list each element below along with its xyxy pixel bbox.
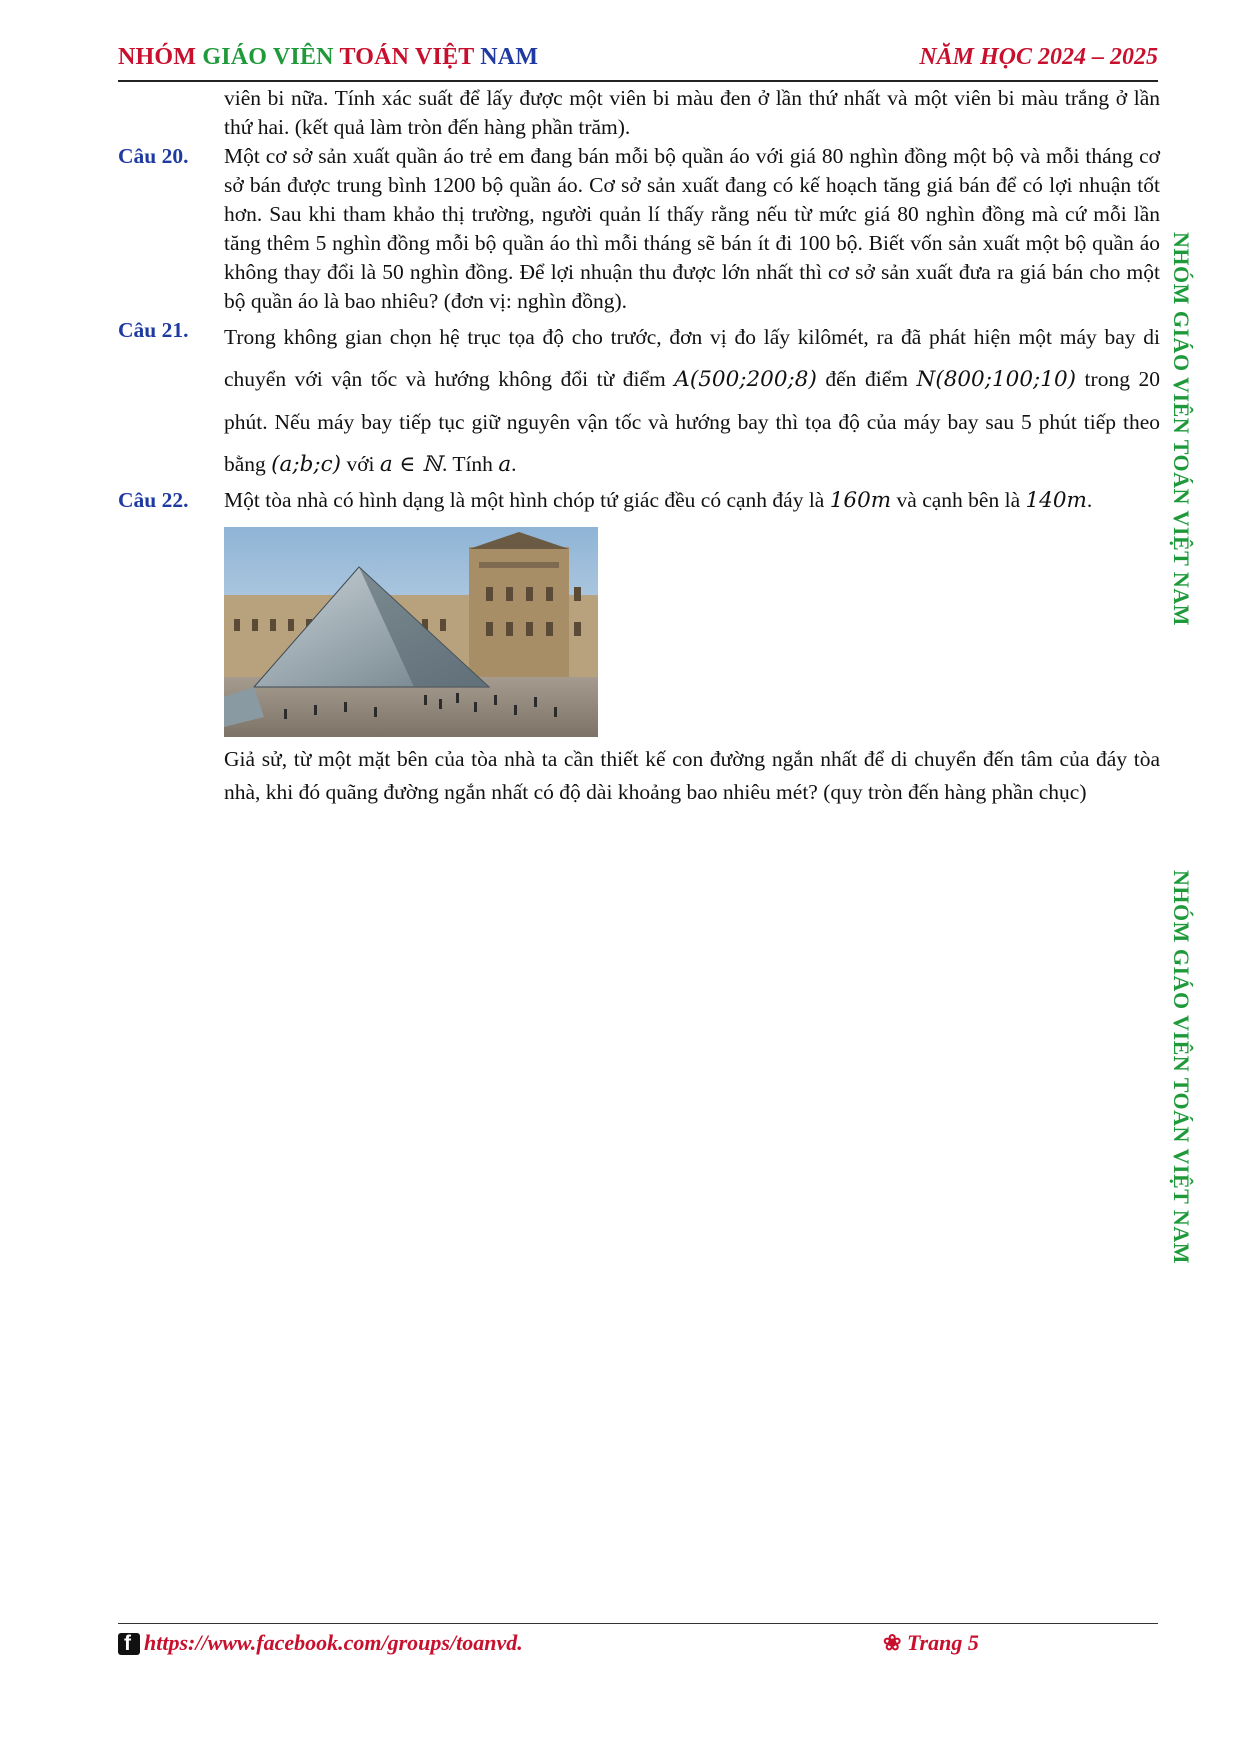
header-divider bbox=[118, 80, 1158, 82]
question-text: Một cơ sở sản xuất quần áo trẻ em đang bán mỗi bộ quần áo với giá 80 nghìn đồng một bộ và mỗi tháng cơ sở bán được trung bình 1200 bộ quần áo. Cơ sở sản xuất đang có kế hoạch tăng giá bán để có lợi nhuận tốt hơn. Sau khi tham khảo thị trường, người quản lí thấy rằng nếu từ mức giá 80 nghìn đồng mà cứ mỗi lần tăng thêm 5 nghìn đồng mỗi bộ quần áo thì mỗi tháng sẽ bán ít đi 100 bộ. Biết vốn sản xuất một bộ quần áo không thay đổi là 50 nghìn đồng. Để lợi nhuận thu được lớn nhất thì cơ sở sản xuất đưa ra giá bán cho một bộ quần áo là bao nhiêu? (đơn vị: nghìn đồng). bbox=[224, 144, 1160, 313]
question-22 bbox=[118, 486, 1160, 515]
question-text: trong 20 phút. Nếu máy bay tiếp tục giữ nguyên vận tốc và hướng bay thì tọa độ của máy bay sau 5 phút tiếp theo bằng bbox=[224, 367, 1160, 476]
math-triple: (a;b;c) bbox=[271, 452, 342, 477]
math-base-length: 160m bbox=[829, 488, 892, 513]
header-title bbox=[118, 44, 538, 71]
flower-icon: ❀ bbox=[883, 1630, 902, 1655]
question-20 bbox=[118, 142, 1160, 316]
question-22-continuation: Giả sử, từ một mặt bên của tòa nhà ta cần thiết kế con đường ngắn nhất để di chuyển đến tâm của đáy tòa nhà, khi đó quãng đường ngắn nhất có độ dài khoảng bao nhiêu mét? (quy tròn đến hàng phần chục) bbox=[224, 747, 1160, 804]
question-label: Câu 22. bbox=[118, 488, 189, 512]
question-text: . bbox=[511, 452, 517, 476]
louvre-pyramid-photo bbox=[224, 527, 598, 737]
page-number bbox=[883, 1630, 979, 1656]
page-header bbox=[118, 44, 1158, 84]
header-title-part: VIỆT bbox=[415, 44, 475, 70]
header-title-part: GIÁO VIÊN bbox=[202, 44, 334, 70]
footer-divider bbox=[118, 1623, 1158, 1624]
facebook-icon: f bbox=[118, 1633, 140, 1655]
header-title-part: NAM bbox=[480, 44, 539, 70]
question-text: . Tính bbox=[441, 452, 499, 476]
page-label: Trang 5 bbox=[906, 1630, 979, 1655]
side-watermark: NHÓM GIÁO VIÊN TOÁN VIỆT NAM bbox=[1169, 870, 1194, 1264]
question-label: Câu 20. bbox=[118, 144, 189, 168]
header-school-year bbox=[919, 44, 1158, 71]
question-text: đến điểm bbox=[816, 367, 917, 391]
year-value: 2024 – 2025 bbox=[1038, 44, 1158, 70]
math-variable: a bbox=[498, 452, 512, 477]
question-text: . bbox=[1086, 488, 1093, 512]
document-body bbox=[118, 84, 1160, 809]
math-condition: a ∈ ℕ bbox=[379, 452, 442, 477]
previous-question-tail: viên bi nữa. Tính xác suất để lấy được một viên bi màu đen ở lần thứ nhất và một viên bi màu trắng ở lần thứ hai. (kết quả làm tròn đến hàng phần trăm). bbox=[224, 86, 1160, 139]
question-21 bbox=[118, 316, 1160, 486]
question-label: Câu 21. bbox=[118, 318, 189, 342]
year-label: NĂM HỌC bbox=[919, 44, 1032, 70]
question-text: và cạnh bên là bbox=[891, 488, 1026, 512]
header-title-part: TOÁN bbox=[339, 44, 410, 70]
facebook-group-link[interactable]: https://www.facebook.com/groups/toanvd. bbox=[144, 1630, 523, 1655]
question-text: Trong không gian chọn hệ trục tọa độ cho trước, đơn vị đo lấy kilômét, ra đã phát hiện một máy bay di chuyển với vận tốc và hướng không đổi từ điểm bbox=[224, 325, 1160, 391]
math-side-length: 140m bbox=[1025, 488, 1087, 513]
header-title-part: NHÓM bbox=[118, 44, 197, 70]
math-point-n: N(800;100;10) bbox=[916, 367, 1077, 392]
question-text: Một tòa nhà có hình dạng là một hình chóp tứ giác đều có cạnh đáy là bbox=[224, 488, 830, 512]
question-text: với bbox=[341, 452, 380, 476]
side-watermark: NHÓM GIÁO VIÊN TOÁN VIỆT NAM bbox=[1169, 232, 1194, 626]
math-point-a: A(500;200;8) bbox=[674, 367, 817, 392]
page-footer bbox=[118, 1630, 1158, 1664]
